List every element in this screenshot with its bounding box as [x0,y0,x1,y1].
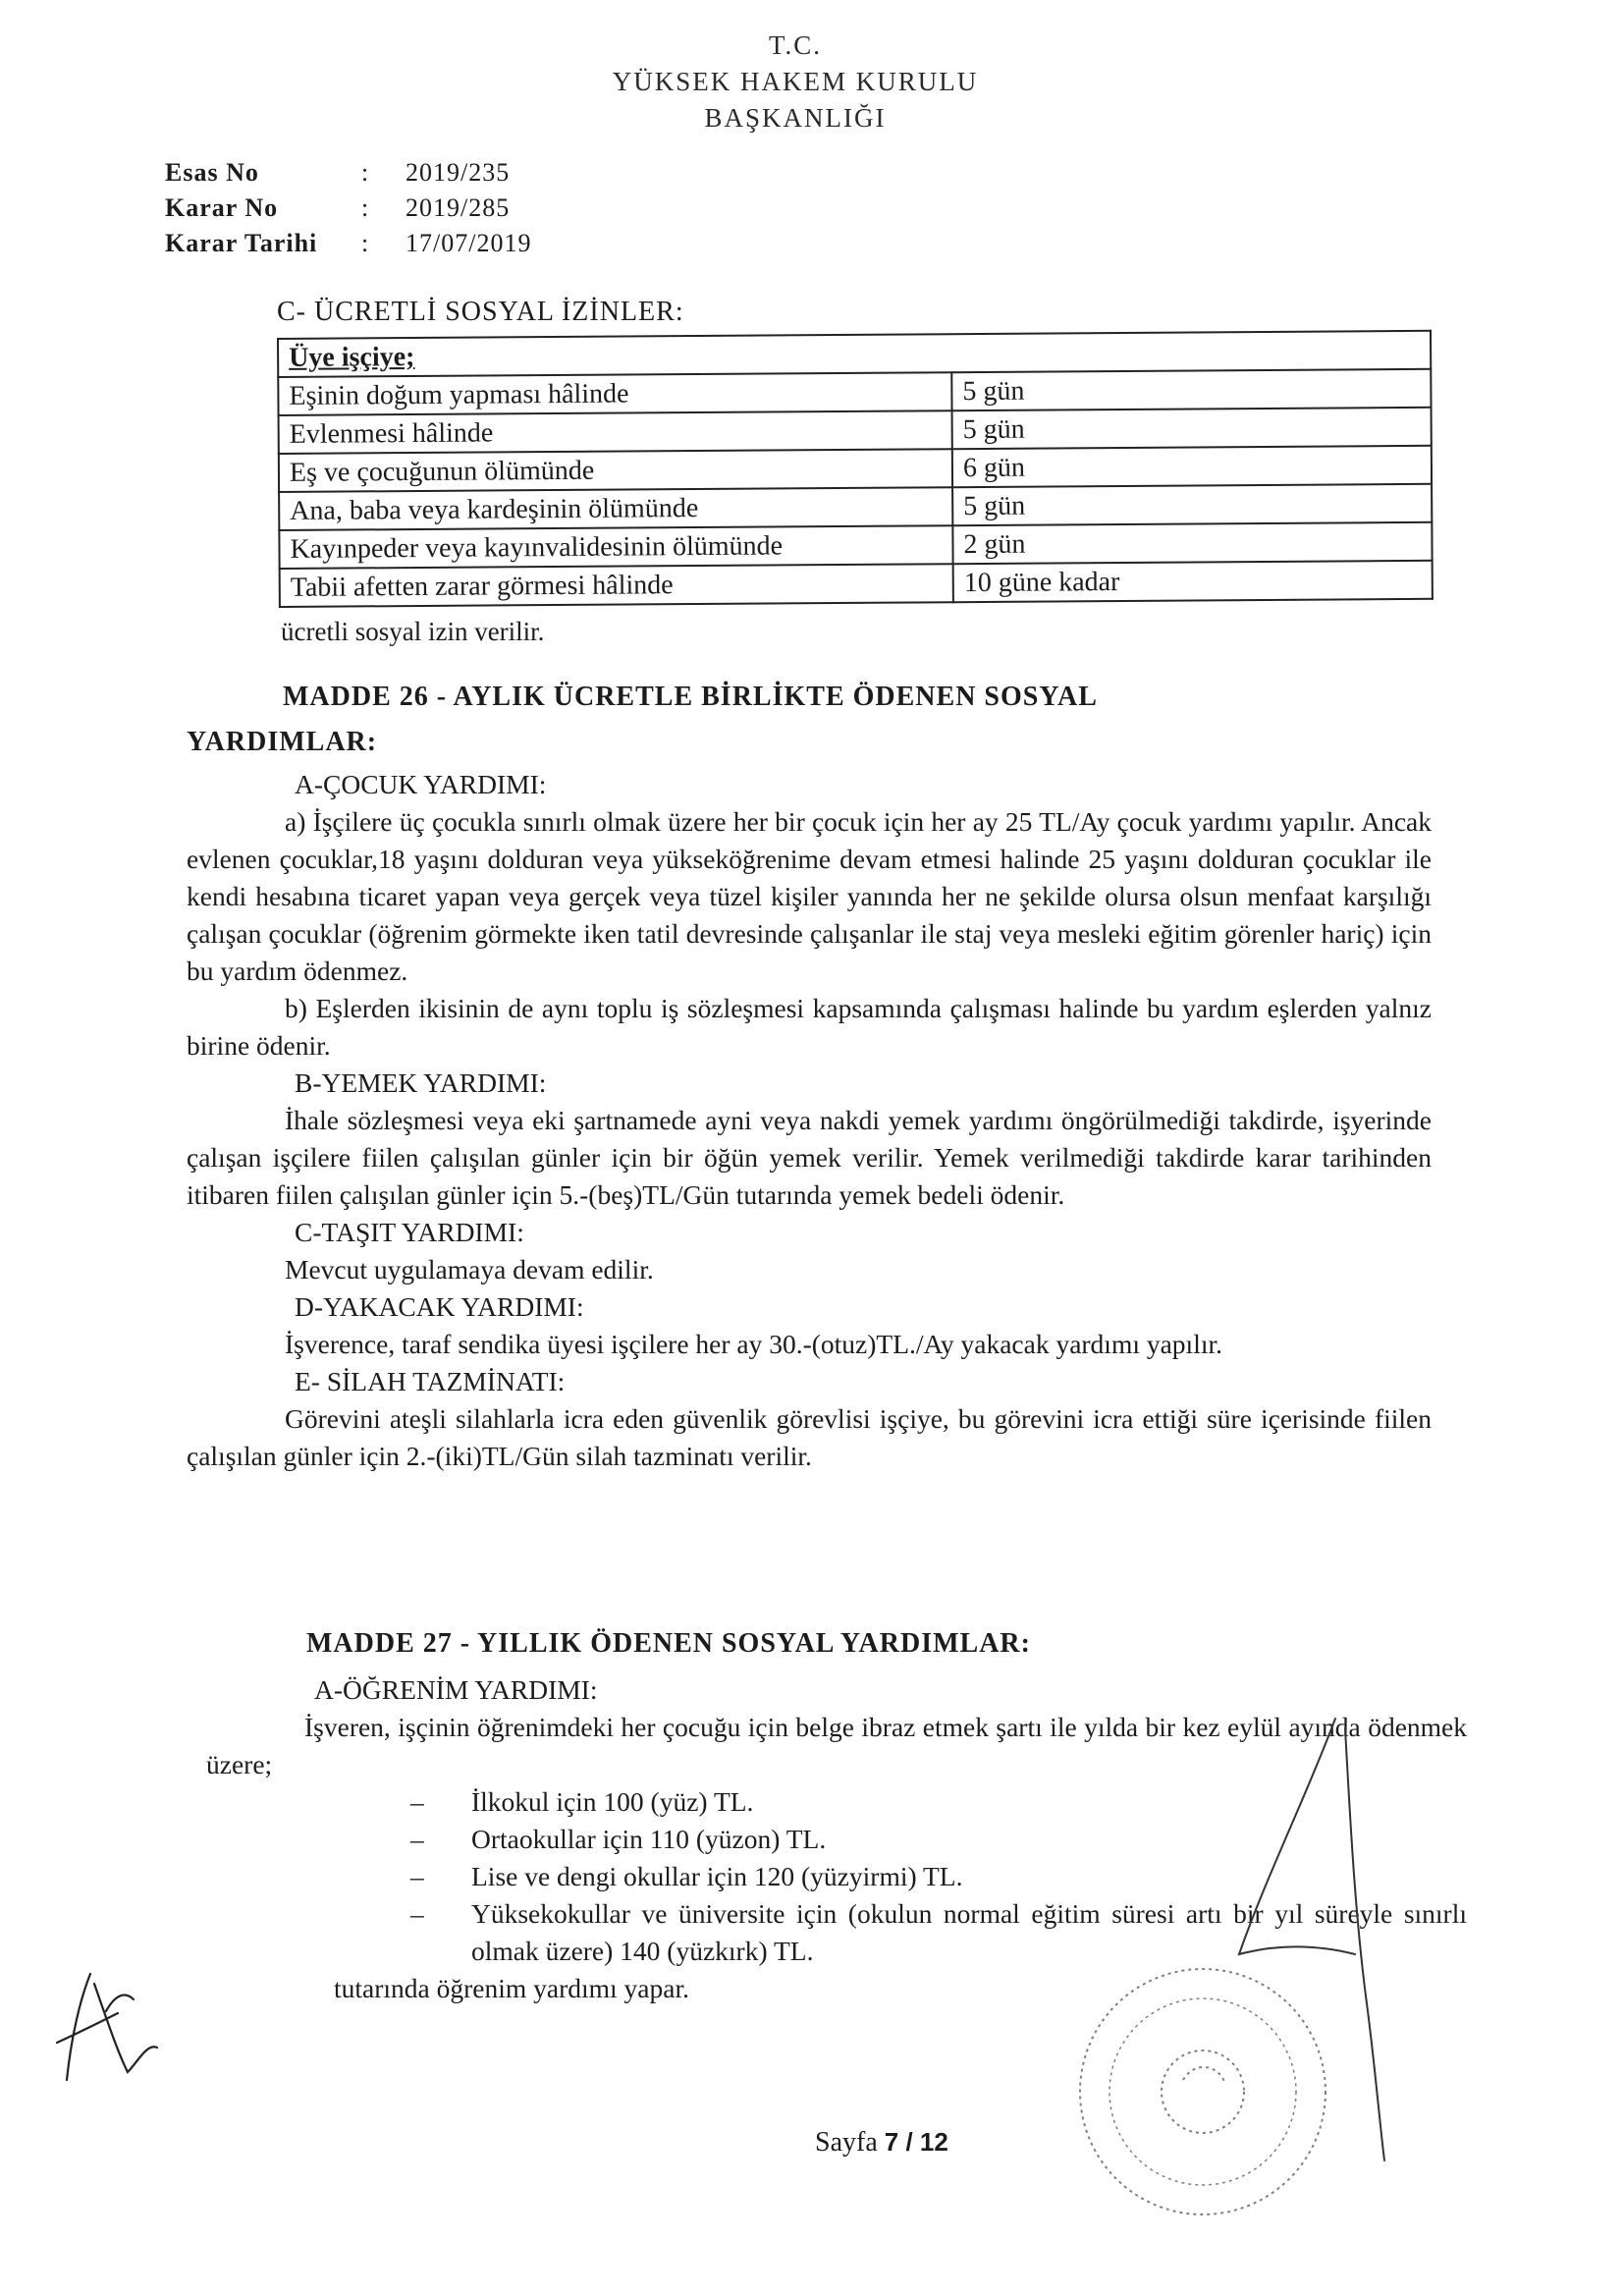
ogrenim-amount-list [206,1783,1467,1970]
initials-signature [57,1974,157,2080]
table-row [280,561,1433,607]
tarih-colon: : [361,229,369,257]
ogrenim-closing-text: tutarında öğrenim yardımı yapar. [334,1973,689,2003]
karar-row [165,191,531,226]
leave-days: 5 gün [951,369,1431,410]
ogrenim-yardimi-heading: A-ÖĞRENİM YARDIMI: [314,1674,598,1705]
leave-case: Ana, baba veya kardeşinin ölümünde [279,487,952,530]
silah-tazminati-text: Görevini ateşli silahlarla icra eden güvenlik görevlisi işçiye, bu görevini icra ettiği süre içerisinde fiilen çalışılan günler için 2.-(iki)TL/Gün silah tazminatı verilir. [187,1403,1432,1471]
cocuk-yardimi-a: a) İşçilere üç çocukla sınırlı olmak üzere her bir çocuk için her ay 25 TL/Ay çocuk yardımı yapılır. Ancak evlenen çocuklar,18 yaşını dolduran veya yükseköğrenime devam etmesi halinde 25 yaşını dolduran çocuklar ile kendi hesabına ticaret yapan veya gerçek veya tüzel kişiler yanında her ne şekilde olursa olsun menfaat karşılığı çalışan çocuklar (öğrenim görmekte iken tatil devresinde çalışanlar ile staj veya mesleki eğitim görenler hariç) için bu yardım ödenmez. [187,806,1432,986]
esas-label: Esas No [165,158,259,187]
leave-days: 10 güne kadar [953,561,1433,602]
karar-colon: : [361,193,369,222]
esas-row [165,155,531,191]
leave-days: 5 gün [952,484,1432,525]
article-26-title-line1: MADDE 26 - AYLIK ÜCRETLE BİRLİKTE ÖDENEN SOSYAL [283,682,1098,712]
yemek-yardimi-heading: B-YEMEK YARDIMI: [295,1067,547,1098]
document-header [550,27,1041,137]
article-27-title: MADDE 27 - YILLIK ÖDENEN SOSYAL YARDIMLAR: [306,1628,1031,1659]
leave-case: Eşinin doğum yapması hâlinde [278,372,951,415]
header-institution: YÜKSEK HAKEM KURULU [612,67,979,96]
yemek-yardimi-text: İhale sözleşmesi veya eki şartnamede ayni veya nakdi yemek yardımı öngörülmediği takdirde, işyerinde çalışan işçilere fiilen çalışılan günler için bir öğün yemek verilir. Yemek verilmediği takdirde karar tarihinden itibaren fiilen çalışılan günler için 5.-(beş)TL/Gün tutarında yemek bedeli ödenir. [187,1105,1432,1210]
list-item: – İlkokul için 100 (yüz) TL. [410,1783,1467,1821]
case-meta [165,155,531,261]
karar-value: 2019/285 [406,193,511,222]
page-footer [815,2127,948,2159]
esas-colon: : [361,158,369,187]
tarih-label: Karar Tarihi [165,229,318,257]
after-table-text: ücretli sosyal izin verilir. [281,617,545,646]
leave-case: Tabii afetten zarar görmesi hâlinde [280,564,953,607]
leave-case: Kayınpeder veya kayınvalidesinin ölümünde [279,525,952,569]
article-27-body [206,1671,1467,2007]
list-item: – Lise ve dengi okullar için 120 (yüzyirmi) TL. [410,1858,1467,1895]
leave-days: 6 gün [952,446,1432,487]
yakacak-yardimi-heading: D-YAKACAK YARDIMI: [295,1291,584,1322]
footer-sayfa: Sayfa [815,2127,878,2158]
silah-tazminati-heading: E- SİLAH TAZMİNATI: [295,1366,566,1396]
esas-value: 2019/235 [406,158,511,187]
cocuk-yardimi-heading: A-ÇOCUK YARDIMI: [295,769,547,799]
list-item: – Yüksekokullar ve üniversite için (okulun normal eğitim süresi artı bir yıl süreyle sınırlı olmak üzere) 140 (yüzkırk) TL. [410,1895,1467,1970]
leave-days: 5 gün [952,408,1432,449]
header-tc: T.C. [769,30,822,60]
tasit-yardimi-text: Mevcut uygulamaya devam edilir. [285,1254,654,1285]
paid-leave-table [277,330,1434,608]
table-header-cell: Üye işçiye; [278,331,1431,377]
tarih-value: 17/07/2019 [406,229,532,257]
leave-case: Eş ve çocuğunun ölümünde [279,449,952,492]
tarih-row [165,226,531,261]
ogrenim-yardimi-text: İşveren, işçinin öğrenimdeki her çocuğu için belge ibraz etmek şartı ile yılda bir kez eylül ayında ödenmek üzere; [206,1712,1467,1779]
footer-page-number: 7 / 12 [884,2127,948,2157]
article-26-body [187,766,1432,1475]
tasit-yardimi-heading: C-TAŞIT YARDIMI: [295,1217,524,1247]
leave-days: 2 gün [952,522,1432,564]
header-presidency: BAŞKANLIĞI [704,103,887,133]
yakacak-yardimi-text: İşverence, taraf sendika üyesi işçilere her ay 30.-(otuz)TL./Ay yakacak yardımı yapılır. [285,1329,1222,1359]
leave-case: Evlenmesi hâlinde [279,410,952,454]
section-c-title: C- ÜCRETLİ SOSYAL İZİNLER: [277,297,684,327]
karar-label: Karar No [165,193,279,222]
list-item: – Ortaokullar için 110 (yüzon) TL. [410,1821,1467,1858]
article-26-title-line2: YARDIMLAR: [187,727,378,757]
cocuk-yardimi-b: b) Eşlerden ikisinin de aynı toplu iş sözleşmesi kapsamında çalışması halinde bu yardım eşlerden yalnız birine ödenir. [187,993,1432,1061]
